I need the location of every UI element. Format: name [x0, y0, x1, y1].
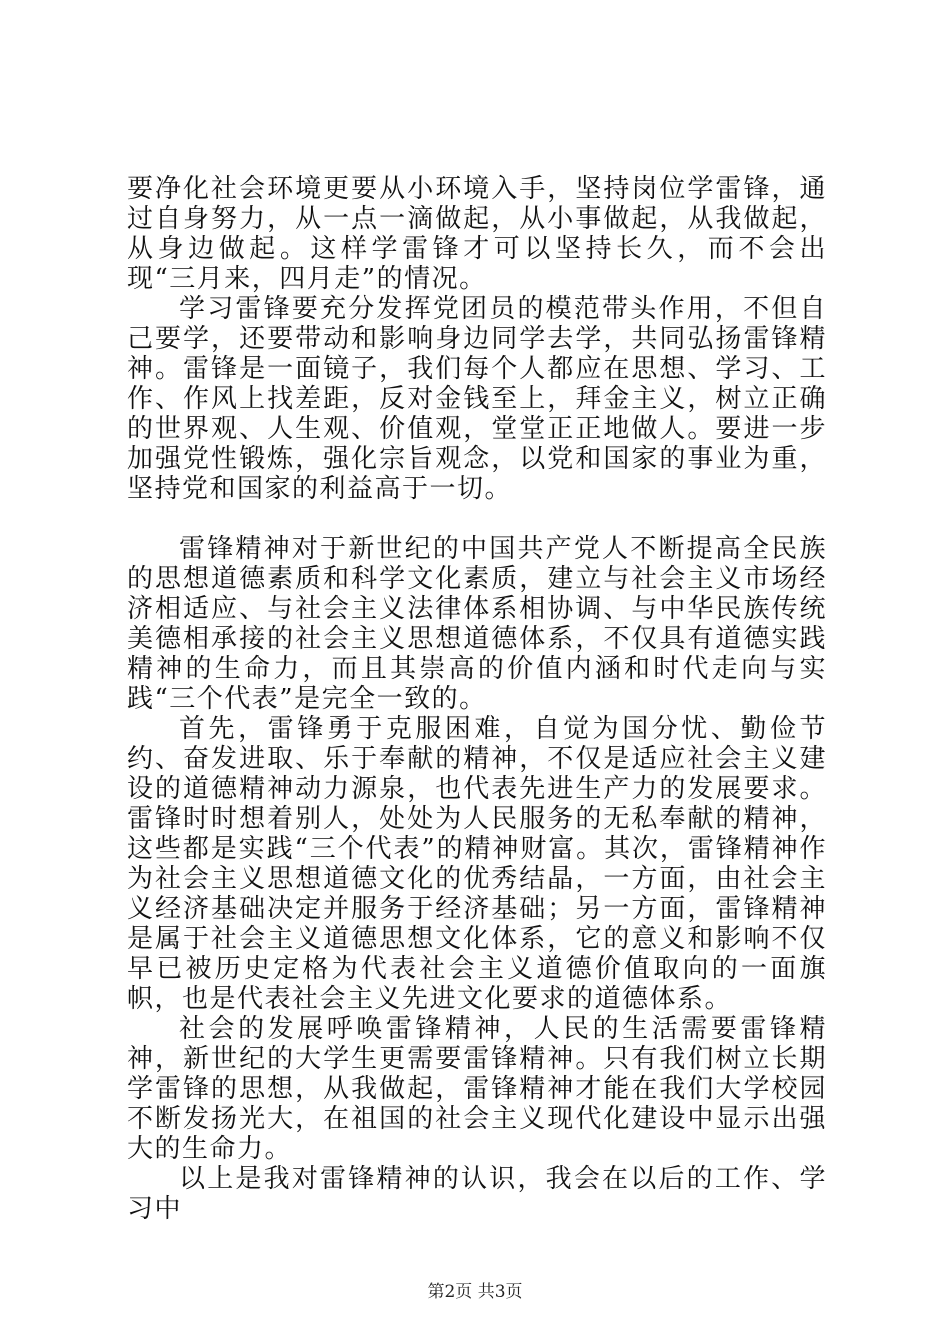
paragraph-2: 学习雷锋要充分发挥党团员的模范带头作用，不但自己要学，还要带动和影响身边同学去学，共同弘扬雷锋精神。雷锋是一面镜子，我们每个人都应在思想、学习、工作、作风上找差距，反对金钱至上，拜金主义，树立正确的世界观、人生观、价值观，堂堂正正地做人。要进一步加强党性锻炼，强化宗旨观念，以党和国家的事业为重，坚持党和国家的利益高于一切。: [127, 294, 827, 504]
paragraph-gap: [127, 504, 827, 534]
paragraph-5: 社会的发展呼唤雷锋精神，人民的生活需要雷锋精神，新世纪的大学生更需要雷锋精神。只有我们树立长期学雷锋的思想，从我做起，雷锋精神才能在我们大学校园不断发扬光大，在祖国的社会主义现代化建设中显示出强大的生命力。: [127, 1014, 827, 1164]
paragraph-4: 首先，雷锋勇于克服困难，自觉为国分忧、勤俭节约、奋发进取、乐于奉献的精神，不仅是适应社会主义建设的道德精神动力源泉，也代表先进生产力的发展要求。雷锋时时想着别人，处处为人民服务的无私奉献的精神，这些都是实践“三个代表”的精神财富。其次，雷锋精神作为社会主义思想道德文化的优秀结晶，一方面，由社会主义经济基础决定并服务于经济基础；另一方面，雷锋精神是属于社会主义道德思想文化体系，它的意义和影响不仅早已被历史定格为代表社会主义道德价值取向的一面旗帜，也是代表社会主义先进文化要求的道德体系。: [127, 714, 827, 1014]
paragraph-6: 以上是我对雷锋精神的认识，我会在以后的工作、学习中: [127, 1164, 827, 1224]
paragraph-3: 雷锋精神对于新世纪的中国共产党人不断提高全民族的思想道德素质和科学文化素质，建立与社会主义市场经济相适应、与社会主义法律体系相协调、与中华民族传统美德相承接的社会主义思想道德体系，不仅具有道德实践精神的生命力，而且其崇高的价值内涵和时代走向与实践“三个代表”是完全一致的。: [127, 534, 827, 714]
paragraph-1: 要净化社会环境更要从小环境入手，坚持岗位学雷锋，通过自身努力，从一点一滴做起，从小事做起，从我做起，从身边做起。这样学雷锋才可以坚持长久，而不会出现“三月来，四月走”的情况。: [127, 174, 827, 294]
page-number-footer: 第2页 共3页: [427, 1282, 523, 1302]
document-body: [127, 174, 827, 1224]
